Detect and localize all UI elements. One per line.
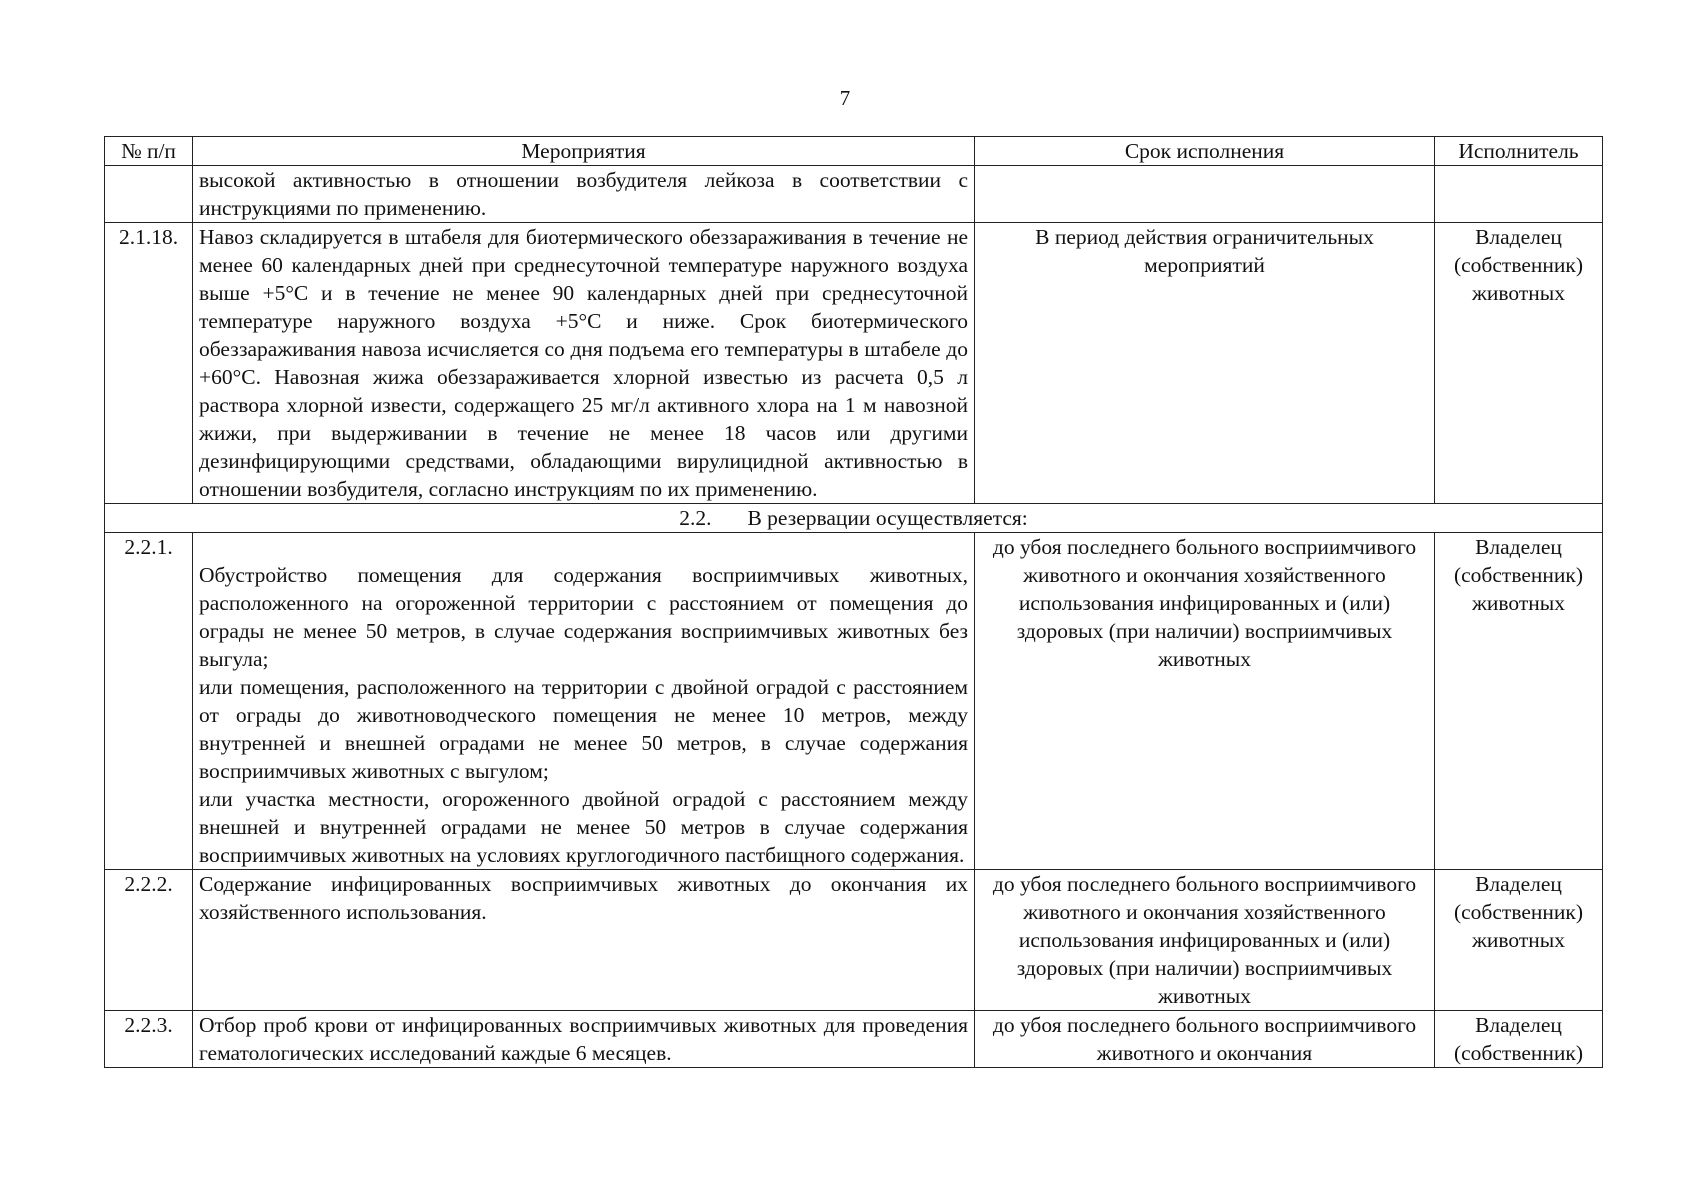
activity-text: высокой активностью в отношении возбудителя лейкоза в соответствии с инструкциями по применению.	[199, 168, 968, 220]
section-heading	[105, 504, 1603, 533]
row-number: 2.2.3.	[105, 1011, 193, 1068]
activity-text: или участка местности, огороженного двойной оградой с расстоянием между внешней и внутренней оградами не менее 50 метров в случае содержания восприимчивых животных на условиях круглогодичного пастбищного содержания.	[199, 787, 968, 867]
row-term: до убоя последнего больного восприимчивого животного и окончания хозяйственного использования инфицированных и (или) здоровых (при наличии) восприимчивых животных	[975, 870, 1435, 1011]
table-row	[105, 166, 1603, 223]
section-title: В резервации осуществляется:	[747, 506, 1028, 530]
activity-text: Навоз складируется в штабеля для биотермического обеззараживания в течение не менее 60 календарных дней при среднесуточной температуре наружного воздуха выше +5°С и в течение не менее 90 календарных дней при среднесуточной температуре наружного воздуха +5°С и ниже. Срок биотермического обеззараживания навоза исчисляется со дня подъема его температуры в штабеле до +60°С. Навозная жижа обеззараживается хлорной известью из расчета 0,5 л раствора хлорной извести, содержащего 25 мг/л активного хлора на 1 м навозной жижи, при выдерживании в течение не менее 18 часов или другими дезинфицирующими средствами, обладающими вирулицидной активностью в отношении возбудителя, согласно инструкциям по их применению.	[199, 225, 968, 501]
header-term: Срок исполнения	[975, 137, 1435, 166]
section-number: 2.2.	[679, 506, 712, 530]
row-number: 2.2.1.	[105, 533, 193, 870]
row-executor: Владелец (собственник) животных	[1435, 533, 1603, 870]
section-row	[105, 504, 1603, 533]
measures-table	[104, 136, 1603, 1068]
row-number	[105, 166, 193, 223]
activity-text: или помещения, расположенного на территории с двойной оградой с расстоянием от ограды до животноводческого помещения не менее 10 метров, между внутренней и внешней оградами не менее 50 метров, в случае содержания восприимчивых животных с выгулом;	[199, 675, 968, 783]
header-activity: Мероприятия	[193, 137, 975, 166]
row-term: до убоя последнего больного восприимчивого животного и окончания	[975, 1011, 1435, 1068]
row-activity	[193, 870, 975, 1011]
row-executor: Владелец (собственник) животных	[1435, 223, 1603, 504]
table-row	[105, 223, 1603, 504]
row-executor	[1435, 166, 1603, 223]
row-activity	[193, 166, 975, 223]
row-number: 2.2.2.	[105, 870, 193, 1011]
row-activity	[193, 1011, 975, 1068]
row-executor: Владелец (собственник) животных	[1435, 870, 1603, 1011]
table-row	[105, 1011, 1603, 1068]
table-row	[105, 870, 1603, 1011]
activity-text: Содержание инфицированных восприимчивых животных до окончания их хозяйственного использования.	[199, 872, 968, 924]
header-executor: Исполнитель	[1435, 137, 1603, 166]
activity-text: Обустройство помещения для содержания восприимчивых животных, расположенного на огороженной территории с расстоянием от помещения до ограды не менее 50 метров, в случае содержания восприимчивых животных без выгула;	[199, 563, 968, 671]
blank-line	[199, 533, 968, 561]
row-term: до убоя последнего больного восприимчивого животного и окончания хозяйственного использования инфицированных и (или) здоровых (при наличии) восприимчивых животных	[975, 533, 1435, 870]
table-header-row	[105, 137, 1603, 166]
table-row	[105, 533, 1603, 870]
row-activity	[193, 533, 975, 870]
row-term	[975, 166, 1435, 223]
header-num: № п/п	[105, 137, 193, 166]
row-executor: Владелец (собственник)	[1435, 1011, 1603, 1068]
row-number: 2.1.18.	[105, 223, 193, 504]
activity-text: Отбор проб крови от инфицированных восприимчивых животных для проведения гематологических исследований каждые 6 месяцев.	[199, 1013, 968, 1065]
page-number: 7	[839, 86, 851, 110]
row-term: В период действия ограничительных мероприятий	[975, 223, 1435, 504]
row-activity	[193, 223, 975, 504]
